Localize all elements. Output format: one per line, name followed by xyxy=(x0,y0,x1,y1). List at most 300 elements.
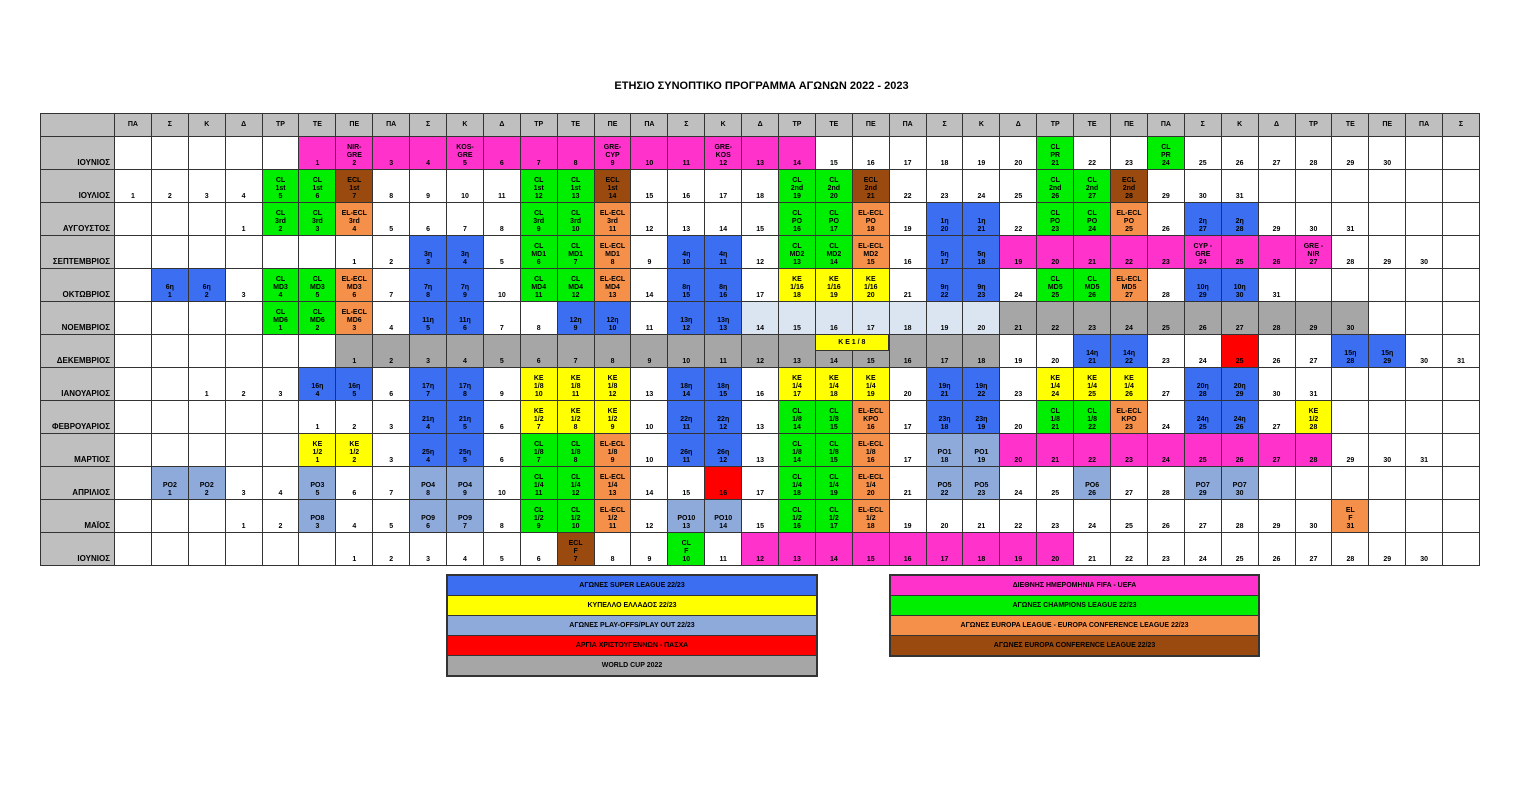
day-cell xyxy=(1295,203,1332,236)
event-label: PO2 xyxy=(162,482,177,489)
day-number: 9 xyxy=(463,490,467,497)
day-number: 4 xyxy=(463,358,467,365)
day-cell xyxy=(742,467,779,500)
event-label: EL-ECL xyxy=(858,243,884,250)
day-number: 19 xyxy=(793,193,801,200)
day-cell xyxy=(1406,533,1443,566)
day-number: 1 xyxy=(315,160,320,167)
day-cell xyxy=(1406,203,1443,236)
day-cell xyxy=(926,203,963,236)
day-cell xyxy=(447,533,484,566)
day-cell xyxy=(1147,500,1184,533)
day-cell xyxy=(262,401,299,434)
event-label: MD6 xyxy=(273,317,288,324)
event-label: 3η xyxy=(423,251,433,258)
day-cell xyxy=(631,236,668,269)
event-label: 1/2 xyxy=(865,515,876,522)
day-number: 29 xyxy=(1346,160,1355,167)
event-label: 17η xyxy=(422,383,435,390)
day-cell xyxy=(1221,533,1258,566)
day-cell xyxy=(1369,170,1406,203)
day-number: 24 xyxy=(1161,160,1170,167)
event-label: MD4 xyxy=(568,284,584,291)
day-number: 1 xyxy=(130,193,135,200)
day-cell xyxy=(557,302,594,335)
day-number: 16 xyxy=(903,556,912,563)
day-number: 4 xyxy=(278,490,283,497)
event-label: PO9 xyxy=(457,515,472,522)
day-number: 16 xyxy=(903,358,912,365)
event-label: PO1 xyxy=(937,449,952,456)
month-row xyxy=(41,203,1480,236)
day-number: 12 xyxy=(645,226,654,233)
day-cell xyxy=(299,236,336,269)
event-label: 16η xyxy=(311,383,324,390)
event-label: CL xyxy=(792,210,802,217)
day-cell xyxy=(447,434,484,467)
day-cell xyxy=(1074,236,1111,269)
event-label: MD1 xyxy=(605,251,620,258)
day-cell xyxy=(889,170,926,203)
event-label: MD4 xyxy=(605,284,620,291)
day-cell xyxy=(1000,269,1037,302)
day-cell xyxy=(779,203,816,236)
event-label: MD3 xyxy=(346,284,362,291)
day-number: 17 xyxy=(756,292,764,299)
day-number: 13 xyxy=(608,292,617,299)
day-cell xyxy=(1406,500,1443,533)
day-number: 8 xyxy=(426,490,431,497)
day-cell xyxy=(594,467,631,500)
day-cell xyxy=(1295,401,1332,434)
day-number: 2 xyxy=(352,160,357,167)
day-number: 27 xyxy=(1309,259,1318,266)
day-cell xyxy=(1443,434,1480,467)
day-cell xyxy=(1111,434,1148,467)
day-cell xyxy=(594,302,631,335)
day-cell xyxy=(1258,434,1295,467)
day-number: 12 xyxy=(682,325,691,332)
day-cell xyxy=(1221,137,1258,170)
day-number: 9 xyxy=(647,358,652,365)
day-cell xyxy=(557,434,594,467)
day-cell xyxy=(1369,368,1406,401)
day-cell xyxy=(1258,236,1295,269)
day-number: 1 xyxy=(278,325,283,332)
event-label: EL-ECL xyxy=(599,243,626,250)
day-cell xyxy=(889,269,926,302)
event-label: ΚΕ xyxy=(865,276,876,283)
day-number: 12 xyxy=(719,160,728,167)
day-number: 9 xyxy=(610,457,615,464)
event-label: ΚΕ xyxy=(570,375,581,382)
event-label: EL xyxy=(1345,507,1355,514)
day-number: 22 xyxy=(940,490,949,497)
event-label: CYP xyxy=(605,152,620,159)
day-cell xyxy=(1443,236,1480,269)
day-number: 27 xyxy=(1125,292,1133,299)
day-cell xyxy=(1184,368,1221,401)
day-number: 11 xyxy=(682,160,690,167)
day-cell xyxy=(779,467,816,500)
day-number: 7 xyxy=(573,358,578,365)
day-cell xyxy=(742,533,779,566)
day-cell xyxy=(668,170,705,203)
day-number: 23 xyxy=(977,292,986,299)
day-cell xyxy=(115,236,152,269)
day-number: 7 xyxy=(536,424,541,431)
day-cell xyxy=(815,137,852,170)
event-label: CL xyxy=(570,507,581,514)
day-number: 28 xyxy=(1235,523,1244,530)
weekday-header: ΤΕ xyxy=(299,114,336,137)
day-number: 22 xyxy=(1088,424,1096,431)
day-number: 2 xyxy=(389,358,394,365)
day-cell xyxy=(1037,236,1074,269)
day-number: 1 xyxy=(352,556,357,563)
day-cell xyxy=(889,467,926,500)
day-cell xyxy=(151,500,188,533)
day-number: 9 xyxy=(647,556,652,563)
day-number: 8 xyxy=(463,391,467,398)
day-cell xyxy=(1111,500,1148,533)
day-cell xyxy=(1000,137,1037,170)
day-cell xyxy=(262,467,299,500)
day-number: 26 xyxy=(1272,358,1281,365)
event-label: CL xyxy=(534,474,544,481)
month-row xyxy=(41,137,1480,170)
day-number: 23 xyxy=(1161,556,1170,563)
day-cell xyxy=(779,533,816,566)
day-number: 3 xyxy=(426,259,431,266)
event-label: 18η xyxy=(717,383,730,390)
event-label: 1/8 xyxy=(570,383,581,390)
event-label: PO2 xyxy=(199,482,214,489)
event-label: F xyxy=(684,548,689,555)
event-label: 1η xyxy=(977,218,986,225)
day-number: 24 xyxy=(1198,259,1207,266)
day-cell xyxy=(151,170,188,203)
event-label: 21η xyxy=(458,416,471,423)
day-cell xyxy=(963,401,1000,434)
event-label: ΚΕ xyxy=(1087,375,1097,382)
day-number: 14 xyxy=(608,193,617,200)
event-label: 3rd xyxy=(570,218,582,225)
day-number: 16 xyxy=(756,391,764,398)
day-cell xyxy=(1369,467,1406,500)
day-cell xyxy=(852,500,889,533)
day-number: 21 xyxy=(977,226,986,233)
day-number: 18 xyxy=(866,523,875,530)
day-cell xyxy=(852,236,889,269)
event-label: PO xyxy=(1050,218,1061,225)
month-row xyxy=(41,335,1480,368)
day-number: 3 xyxy=(204,193,209,200)
day-cell xyxy=(668,137,705,170)
month-label: ΣΕΠΤΕΜΒΡΙΟΣ xyxy=(41,236,115,269)
day-number: 31 xyxy=(1309,391,1318,398)
day-cell xyxy=(225,533,262,566)
day-cell xyxy=(1221,500,1258,533)
day-number: 13 xyxy=(793,358,801,365)
day-number: 5 xyxy=(499,358,504,365)
day-cell xyxy=(668,269,705,302)
day-number: 5 xyxy=(426,325,431,332)
day-number: 8 xyxy=(573,424,578,431)
day-number: 4 xyxy=(352,226,357,233)
day-number: 11 xyxy=(535,292,543,299)
day-number: 5 xyxy=(499,556,504,563)
day-cell xyxy=(815,302,852,335)
day-number: 1 xyxy=(352,259,357,266)
day-cell xyxy=(889,203,926,236)
day-cell xyxy=(1332,269,1369,302)
day-cell xyxy=(1111,269,1148,302)
event-label: ΚΕ xyxy=(829,375,839,382)
legend-item: WORLD CUP 2022 xyxy=(448,656,816,675)
day-number: 6 xyxy=(426,523,431,530)
day-cell xyxy=(1111,236,1148,269)
day-cell xyxy=(262,236,299,269)
day-number: 26 xyxy=(1272,259,1281,266)
day-cell xyxy=(1332,302,1369,335)
day-number: 8 xyxy=(610,259,615,266)
day-cell xyxy=(1184,170,1221,203)
day-cell xyxy=(815,269,852,302)
day-number: 3 xyxy=(241,490,246,497)
event-label: KOS xyxy=(715,152,731,159)
weekday-header: ΠΕ xyxy=(852,114,889,137)
day-cell xyxy=(852,137,889,170)
day-cell xyxy=(852,302,889,335)
day-cell xyxy=(742,434,779,467)
day-number: 23 xyxy=(940,193,949,200)
event-label: CL xyxy=(275,276,286,283)
day-number: 7 xyxy=(463,226,467,233)
event-label: 1/2 xyxy=(533,416,544,423)
day-number: 28 xyxy=(1346,358,1355,365)
day-number: 25 xyxy=(1088,391,1096,398)
day-cell xyxy=(299,203,336,236)
day-number: 13 xyxy=(719,325,728,332)
day-number: 7 xyxy=(389,490,394,497)
event-label: 1st xyxy=(312,185,323,192)
day-cell xyxy=(1221,203,1258,236)
event-label: CL xyxy=(1050,210,1060,217)
day-cell xyxy=(1147,401,1184,434)
day-cell xyxy=(1037,434,1074,467)
day-cell xyxy=(1147,203,1184,236)
event-label: 16η xyxy=(348,383,361,390)
month-row xyxy=(41,533,1480,566)
event-label: 1st xyxy=(570,185,581,192)
day-number: 7 xyxy=(352,193,357,200)
event-label: MD5 xyxy=(1121,284,1137,291)
day-number: 8 xyxy=(536,325,541,332)
event-label: 5η xyxy=(977,251,986,258)
day-cell xyxy=(336,401,373,434)
day-cell xyxy=(1000,335,1037,368)
day-number: 1 xyxy=(204,391,209,398)
day-cell xyxy=(1074,269,1111,302)
event-label: CL xyxy=(1161,144,1171,151)
day-cell xyxy=(483,500,520,533)
day-cell xyxy=(963,269,1000,302)
day-cell xyxy=(336,434,373,467)
day-cell xyxy=(1147,368,1184,401)
day-number: 20 xyxy=(903,391,912,398)
day-number: 20 xyxy=(829,193,838,200)
day-number: 30 xyxy=(1272,391,1281,398)
day-cell xyxy=(1332,401,1369,434)
event-label: PR xyxy=(1050,152,1061,159)
day-number: 1 xyxy=(315,424,320,431)
event-label: PO4 xyxy=(457,482,472,489)
event-label: EL-ECL xyxy=(599,441,626,448)
day-number: 15 xyxy=(866,358,875,365)
day-cell xyxy=(1000,500,1037,533)
day-cell xyxy=(963,500,1000,533)
day-cell xyxy=(815,533,852,566)
day-cell xyxy=(1000,170,1037,203)
day-cell xyxy=(963,368,1000,401)
event-label: 1/4 xyxy=(792,482,802,489)
day-number: 13 xyxy=(571,193,580,200)
event-label: 1/2 xyxy=(570,416,581,423)
day-number: 19 xyxy=(1014,259,1023,266)
day-cell xyxy=(336,368,373,401)
event-label: MD5 xyxy=(1084,284,1100,291)
event-label: MD4 xyxy=(531,284,547,291)
event-label: CL xyxy=(829,474,839,481)
weekday-header: ΠΑ xyxy=(1147,114,1184,137)
day-number: 16 xyxy=(829,325,838,332)
day-cell xyxy=(336,203,373,236)
event-label: 7η xyxy=(460,284,470,291)
day-cell xyxy=(1074,467,1111,500)
event-label: CL xyxy=(829,441,839,448)
weekday-header: ΠΑ xyxy=(115,114,152,137)
day-number: 8 xyxy=(389,193,394,200)
day-cell xyxy=(373,302,410,335)
event-label: 1/16 xyxy=(827,284,841,291)
day-cell xyxy=(1258,401,1295,434)
day-cell xyxy=(447,467,484,500)
event-label: 3rd xyxy=(533,218,545,225)
event-label: ΚΡΟ xyxy=(863,416,879,423)
day-cell xyxy=(852,434,889,467)
day-cell xyxy=(779,302,816,335)
event-label: MD6 xyxy=(310,317,325,324)
day-number: 12 xyxy=(756,556,764,563)
day-number: 24 xyxy=(1198,556,1207,563)
day-number: 18 xyxy=(940,160,949,167)
day-cell xyxy=(1111,401,1148,434)
day-cell xyxy=(926,236,963,269)
event-label: CL xyxy=(792,177,802,184)
event-label: 1/8 xyxy=(570,449,581,456)
day-number: 20 xyxy=(1051,259,1060,266)
day-number: 24 xyxy=(1161,457,1170,464)
day-cell xyxy=(262,533,299,566)
month-row xyxy=(41,434,1480,467)
day-number: 27 xyxy=(1272,160,1281,167)
legend-item: ΑΓΩΝΕΣ EUROPA LEAGUE - EUROPA CONFERENCE LEAGUE 22/23 xyxy=(891,616,1258,636)
day-number: 17 xyxy=(829,523,838,530)
day-number: 18 xyxy=(977,556,986,563)
event-label: MD1 xyxy=(568,251,584,258)
day-number: 7 xyxy=(389,292,394,299)
day-cell xyxy=(1184,467,1221,500)
day-cell xyxy=(1258,170,1295,203)
day-cell xyxy=(336,170,373,203)
day-cell xyxy=(373,137,410,170)
day-cell xyxy=(557,170,594,203)
day-cell xyxy=(299,335,336,368)
day-number: 20 xyxy=(940,523,949,530)
event-label: 1/16 xyxy=(790,284,804,291)
day-cell xyxy=(852,203,889,236)
day-cell xyxy=(815,203,852,236)
event-label: 1/8 xyxy=(533,383,544,390)
day-number: 3 xyxy=(352,325,357,332)
event-label: GRE- xyxy=(603,144,622,151)
day-number: 17 xyxy=(829,226,838,233)
day-number: 11 xyxy=(608,523,617,530)
event-label: ECL xyxy=(863,177,878,184)
day-number: 1 xyxy=(241,226,246,233)
day-number: 22 xyxy=(1014,226,1023,233)
day-cell xyxy=(815,500,852,533)
day-cell xyxy=(373,368,410,401)
day-number: 13 xyxy=(756,160,764,167)
event-label: 1/4 xyxy=(1087,383,1097,390)
day-cell xyxy=(668,335,705,368)
day-number: 3 xyxy=(315,226,320,233)
day-number: 6 xyxy=(499,424,504,431)
day-cell xyxy=(520,434,557,467)
event-label: 1st xyxy=(275,185,286,192)
day-cell xyxy=(1147,467,1184,500)
event-label: 1/2 xyxy=(829,515,839,522)
day-cell xyxy=(557,137,594,170)
day-number: 30 xyxy=(1383,160,1392,167)
day-cell xyxy=(557,269,594,302)
day-number: 19 xyxy=(940,325,949,332)
day-cell xyxy=(1184,137,1221,170)
weekday-header: Κ xyxy=(1221,114,1258,137)
day-number: 12 xyxy=(645,523,654,530)
event-label: CL xyxy=(1050,177,1060,184)
event-label: ΚΕ xyxy=(533,375,544,382)
day-number: 20 xyxy=(866,292,875,299)
day-cell xyxy=(815,401,852,434)
day-cell xyxy=(705,335,742,368)
event-label: EL-ECL xyxy=(599,276,626,283)
event-label: PO xyxy=(1123,218,1135,225)
day-number: 5 xyxy=(352,391,357,398)
event-label: EL-ECL xyxy=(858,441,884,448)
day-cell xyxy=(483,137,520,170)
day-number: 18 xyxy=(829,391,838,398)
day-cell xyxy=(115,533,152,566)
day-number: 15 xyxy=(829,424,838,431)
day-number: 8 xyxy=(426,292,431,299)
day-number: 14 xyxy=(829,358,838,365)
event-label: CL xyxy=(1087,210,1097,217)
legend-item: ΑΓΩΝΕΣ EUROPA CONFERENCE LEAGUE 22/23 xyxy=(891,636,1258,655)
day-number: 30 xyxy=(1383,457,1392,464)
